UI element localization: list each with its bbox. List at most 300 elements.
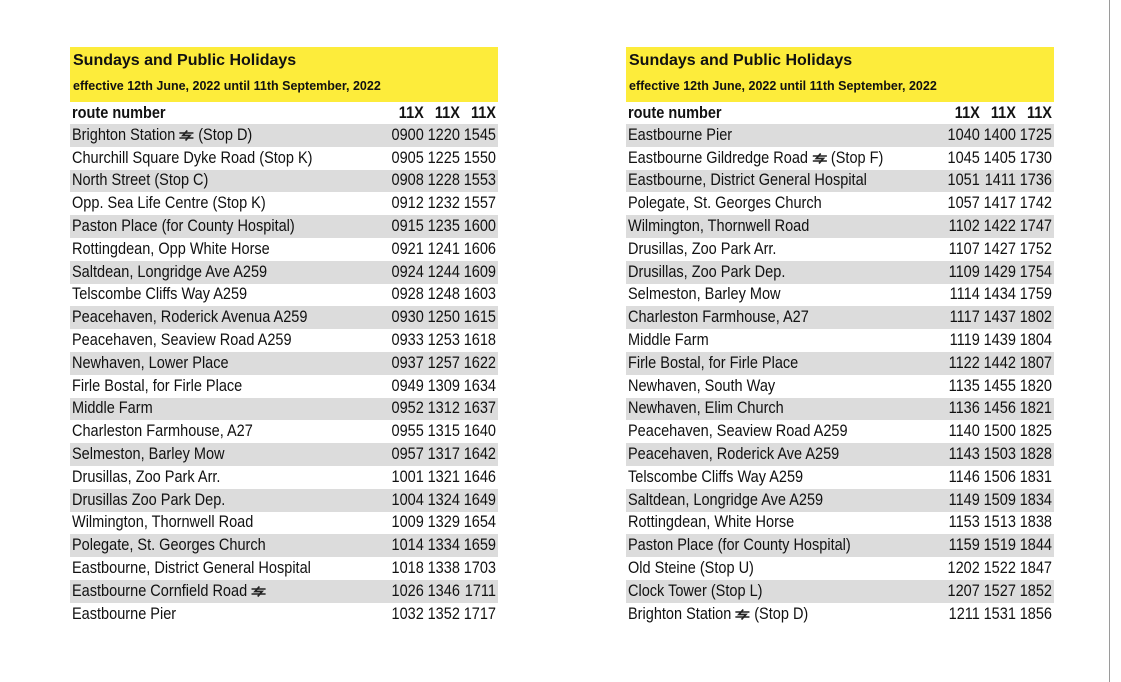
departure-time: 0937 — [391, 353, 424, 372]
timetable-row — [70, 580, 498, 603]
departure-time: 1405 — [983, 148, 1016, 167]
departure-time: 1417 — [983, 194, 1016, 213]
departure-time: 1455 — [983, 376, 1016, 395]
departure-time: 1018 — [391, 559, 424, 578]
departure-time: 1717 — [463, 604, 496, 623]
departure-time: 1527 — [983, 581, 1016, 600]
timetable-title: Sundays and Public Holidays — [629, 52, 853, 69]
departure-time: 1503 — [983, 445, 1016, 464]
stop-name: Paston Place (for County Hospital) — [72, 217, 295, 236]
departure-time: 1315 — [427, 422, 460, 441]
departure-time: 1232 — [427, 194, 460, 213]
departure-time: 1509 — [983, 490, 1016, 509]
departure-time: 1257 — [427, 353, 460, 372]
timetable-row — [70, 261, 498, 284]
stop-cell — [628, 536, 894, 555]
departure-time: 1752 — [1019, 239, 1052, 258]
stop-name: Eastbourne, District General Hospital — [628, 171, 867, 190]
departure-time: 1057 — [947, 194, 980, 213]
departure-time: 1202 — [947, 559, 980, 578]
departure-time: 1241 — [427, 239, 460, 258]
departure-time: 0949 — [391, 376, 424, 395]
stop-cell — [72, 559, 338, 578]
stop-cell — [628, 468, 894, 487]
timetable-row — [626, 261, 1054, 284]
departure-time: 1244 — [427, 262, 460, 281]
timetable-row — [626, 443, 1054, 466]
departure-time: 1828 — [1019, 445, 1052, 464]
departure-time: 1309 — [427, 376, 460, 395]
departure-time: 1225 — [427, 148, 460, 167]
timetable-row — [70, 420, 498, 443]
departure-time: 1825 — [1019, 422, 1052, 441]
stop-name: Selmeston, Barley Mow — [72, 445, 225, 464]
departure-time: 1220 — [427, 125, 460, 144]
times-cell — [945, 513, 1052, 532]
timetable-row — [70, 398, 498, 421]
route-column-header: 11X — [470, 103, 496, 122]
timetable-row — [626, 512, 1054, 535]
stop-name: Old Steine (Stop U) — [628, 559, 754, 578]
departure-time: 1122 — [948, 353, 980, 372]
times-cell — [389, 263, 496, 282]
times-cell — [945, 285, 1052, 304]
stop-code: (Stop F) — [830, 148, 884, 167]
timetable-row — [70, 352, 498, 375]
times-cell — [945, 468, 1052, 487]
stop-cell — [72, 468, 338, 487]
stop-name: Brighton Station — [72, 125, 176, 144]
departure-time: 1346 — [427, 581, 460, 600]
stop-name: Eastbourne Gildredge Road — [628, 148, 809, 167]
stop-cell — [72, 377, 338, 396]
national-rail-icon — [250, 586, 268, 597]
times-cell — [389, 171, 496, 190]
timetable-row — [70, 443, 498, 466]
timetable-row — [626, 238, 1054, 261]
stop-cell — [628, 582, 894, 601]
times-cell — [945, 399, 1052, 418]
departure-time: 1211 — [948, 604, 980, 623]
stop-cell — [628, 605, 894, 624]
departure-time: 1411 — [984, 171, 1016, 190]
departure-time: 1045 — [947, 148, 980, 167]
stop-name: Drusillas Zoo Park Dep. — [72, 490, 226, 509]
stop-name: Peacehaven, Roderick Avenua A259 — [72, 308, 308, 327]
stop-cell — [72, 605, 338, 624]
departure-time: 1422 — [983, 217, 1016, 236]
timetable-header — [70, 47, 498, 102]
departure-time: 1143 — [948, 445, 980, 464]
stop-name: Wilmington, Thornwell Road — [628, 217, 810, 236]
departure-time: 0955 — [391, 422, 424, 441]
column-header-row — [70, 102, 498, 124]
times-cell — [389, 536, 496, 555]
times-cell — [945, 377, 1052, 396]
departure-time: 1107 — [948, 239, 980, 258]
timetable-row — [626, 284, 1054, 307]
times-cell — [389, 559, 496, 578]
departure-time: 0928 — [391, 285, 424, 304]
timetable-row — [70, 512, 498, 535]
stop-name: Firle Bostal, for Firle Place — [628, 353, 799, 372]
departure-time: 1253 — [427, 331, 460, 350]
departure-time: 1736 — [1019, 171, 1052, 190]
departure-time: 1531 — [983, 604, 1016, 623]
stop-cell — [72, 308, 338, 327]
times-cell — [945, 536, 1052, 555]
departure-time: 1725 — [1019, 125, 1052, 144]
departure-time: 1804 — [1019, 331, 1052, 350]
stop-name: Eastbourne Cornfield Road — [72, 581, 248, 600]
stop-name: Peacehaven, Roderick Ave A259 — [628, 445, 840, 464]
timetable-row — [626, 534, 1054, 557]
departure-time: 1136 — [948, 399, 980, 418]
timetable-row — [626, 306, 1054, 329]
departure-time: 1642 — [463, 445, 496, 464]
departure-time: 1550 — [463, 148, 496, 167]
departure-time: 1522 — [983, 559, 1016, 578]
stop-name: Polegate, St. Georges Church — [628, 194, 822, 213]
times-cell — [945, 354, 1052, 373]
departure-time: 1649 — [463, 490, 496, 509]
stop-cell — [72, 445, 338, 464]
departure-time: 1400 — [983, 125, 1016, 144]
timetable-row — [626, 124, 1054, 147]
departure-time: 1759 — [1019, 285, 1052, 304]
times-cell — [389, 468, 496, 487]
departure-time: 1557 — [463, 194, 496, 213]
times-cell — [389, 194, 496, 213]
route-column-header: 11X — [990, 103, 1016, 122]
departure-time: 1051 — [947, 171, 980, 190]
stop-name: Drusillas, Zoo Park Dep. — [628, 262, 786, 281]
stop-cell — [628, 126, 894, 145]
timetable-title: Sundays and Public Holidays — [73, 52, 297, 69]
national-rail-icon — [178, 130, 196, 141]
departure-time: 1207 — [947, 581, 980, 600]
timetable-row — [626, 170, 1054, 193]
departure-time: 1637 — [463, 399, 496, 418]
departure-time: 1248 — [427, 285, 460, 304]
departure-time: 0921 — [391, 239, 424, 258]
timetable-row — [70, 329, 498, 352]
stop-name: Telscombe Cliffs Way A259 — [628, 467, 804, 486]
timetable-subtitle: effective 12th June, 2022 until 11th September, 2022 — [73, 79, 381, 93]
timetable-row — [626, 398, 1054, 421]
departure-time: 1659 — [463, 536, 496, 555]
departure-time: 1506 — [983, 467, 1016, 486]
departure-time: 1634 — [463, 376, 496, 395]
departure-time: 1329 — [427, 513, 460, 532]
timetable-row — [70, 603, 498, 626]
departure-time: 1838 — [1019, 513, 1052, 532]
stop-cell — [72, 217, 338, 236]
stop-cell — [628, 422, 894, 441]
times-cell — [389, 149, 496, 168]
times-cell — [389, 354, 496, 373]
departure-time: 1820 — [1019, 376, 1052, 395]
timetable-row — [626, 192, 1054, 215]
stop-name: Wilmington, Thornwell Road — [72, 513, 254, 532]
stop-name: Newhaven, Lower Place — [72, 353, 229, 372]
stop-list — [626, 124, 1054, 626]
departure-time: 1654 — [463, 513, 496, 532]
timetable-row — [626, 557, 1054, 580]
route-column-header: 11X — [398, 103, 424, 122]
times-cell — [945, 308, 1052, 327]
departure-time: 1615 — [463, 308, 496, 327]
times-cell — [389, 491, 496, 510]
departure-time: 0952 — [391, 399, 424, 418]
stop-name: Saltdean, Longridge Ave A259 — [628, 490, 824, 509]
departure-time: 1159 — [948, 536, 980, 555]
timetable-row — [70, 238, 498, 261]
times-cell — [945, 126, 1052, 145]
departure-time: 1334 — [427, 536, 460, 555]
stop-name: Eastbourne, District General Hospital — [72, 559, 311, 578]
departure-time: 1802 — [1019, 308, 1052, 327]
timetable-row — [626, 215, 1054, 238]
times-cell — [389, 126, 496, 145]
departure-time: 0915 — [391, 217, 424, 236]
departure-time: 1553 — [463, 171, 496, 190]
departure-time: 1609 — [463, 262, 496, 281]
stop-name: Middle Farm — [72, 399, 153, 418]
stop-cell — [628, 354, 894, 373]
departure-time: 1040 — [947, 125, 980, 144]
timetable-row — [70, 534, 498, 557]
timetable-row — [626, 466, 1054, 489]
timetable-return — [626, 47, 1054, 626]
stop-cell — [628, 399, 894, 418]
stop-cell — [72, 263, 338, 282]
times-cell — [945, 240, 1052, 259]
departure-time: 1856 — [1019, 604, 1052, 623]
departure-time: 1324 — [427, 490, 460, 509]
stop-name: North Street (Stop C) — [72, 171, 209, 190]
stop-cell — [628, 513, 894, 532]
departure-time: 0912 — [391, 194, 424, 213]
departure-time: 1711 — [464, 581, 496, 600]
departure-time: 1004 — [391, 490, 424, 509]
stop-cell — [628, 445, 894, 464]
departure-time: 1807 — [1019, 353, 1052, 372]
departure-time: 1730 — [1019, 148, 1052, 167]
stop-cell — [628, 240, 894, 259]
stop-name: Brighton Station — [628, 604, 732, 623]
times-cell — [389, 605, 496, 624]
departure-time: 1519 — [983, 536, 1016, 555]
departure-time: 1640 — [463, 422, 496, 441]
column-header-row — [626, 102, 1054, 124]
route-number-label: route number — [628, 103, 722, 122]
departure-time: 1513 — [983, 513, 1016, 532]
stop-cell — [72, 285, 338, 304]
times-cell — [389, 445, 496, 464]
timetable-row — [626, 329, 1054, 352]
departure-time: 1834 — [1019, 490, 1052, 509]
departure-time: 1321 — [427, 467, 460, 486]
timetable-row — [70, 170, 498, 193]
stop-cell — [72, 126, 338, 145]
departure-time: 1014 — [391, 536, 424, 555]
timetable-row — [70, 375, 498, 398]
stop-cell — [72, 513, 338, 532]
timetable-row — [70, 215, 498, 238]
departure-time: 1102 — [948, 217, 980, 236]
departure-time: 0924 — [391, 262, 424, 281]
departure-time: 1117 — [949, 308, 980, 327]
departure-time: 1338 — [427, 559, 460, 578]
times-cell — [945, 149, 1052, 168]
stop-name: Newhaven, South Way — [628, 376, 776, 395]
departure-time: 1844 — [1019, 536, 1052, 555]
times-cell — [945, 559, 1052, 578]
departure-time: 1439 — [983, 331, 1016, 350]
stop-name: Peacehaven, Seaview Road A259 — [628, 422, 848, 441]
stop-cell — [72, 582, 338, 601]
stop-code: (Stop D) — [754, 604, 809, 623]
timetable-row — [70, 306, 498, 329]
stop-cell — [72, 491, 338, 510]
timetable-row — [70, 466, 498, 489]
departure-time: 0908 — [391, 171, 424, 190]
timetable-row — [626, 603, 1054, 626]
timetable-row — [626, 375, 1054, 398]
departure-time: 0930 — [391, 308, 424, 327]
stop-code: (Stop D) — [198, 125, 253, 144]
stop-name: Charleston Farmhouse, A27 — [72, 422, 253, 441]
departure-time: 1032 — [391, 604, 424, 623]
stop-cell — [628, 285, 894, 304]
departure-time: 1622 — [463, 353, 496, 372]
departure-time: 1009 — [391, 513, 424, 532]
stop-cell — [72, 354, 338, 373]
departure-time: 1703 — [463, 559, 496, 578]
departure-time: 1109 — [948, 262, 980, 281]
stop-name: Drusillas, Zoo Park Arr. — [72, 467, 221, 486]
departure-time: 1754 — [1019, 262, 1052, 281]
departure-time: 1317 — [427, 445, 460, 464]
departure-time: 1847 — [1019, 559, 1052, 578]
times-cell — [389, 331, 496, 350]
stop-name: Churchill Square Dyke Road (Stop K) — [72, 148, 313, 167]
departure-time: 1429 — [983, 262, 1016, 281]
stop-name: Charleston Farmhouse, A27 — [628, 308, 809, 327]
stop-cell — [628, 559, 894, 578]
stop-name: Selmeston, Barley Mow — [628, 285, 781, 304]
timetable-row — [626, 420, 1054, 443]
departure-time: 1500 — [983, 422, 1016, 441]
route-column-header: 11X — [1026, 103, 1052, 122]
departure-time: 1114 — [949, 285, 980, 304]
route-column-header: 11X — [954, 103, 980, 122]
departure-time: 1600 — [463, 217, 496, 236]
national-rail-icon — [811, 153, 829, 164]
departure-time: 1001 — [391, 467, 424, 486]
departure-time: 1545 — [463, 125, 496, 144]
stop-name: Saltdean, Longridge Ave A259 — [72, 262, 268, 281]
times-cell — [389, 285, 496, 304]
stop-name: Drusillas, Zoo Park Arr. — [628, 239, 777, 258]
departure-time: 1228 — [427, 171, 460, 190]
departure-time: 1852 — [1019, 581, 1052, 600]
stop-name: Clock Tower (Stop L) — [628, 581, 763, 600]
times-cell — [389, 308, 496, 327]
timetable-row — [70, 124, 498, 147]
departure-time: 1235 — [427, 217, 460, 236]
timetable-row — [626, 580, 1054, 603]
departure-time: 1149 — [948, 490, 980, 509]
stop-cell — [628, 217, 894, 236]
stop-list — [70, 124, 498, 626]
stop-name: Middle Farm — [628, 331, 709, 350]
times-cell — [945, 445, 1052, 464]
timetable-row — [70, 557, 498, 580]
departure-time: 1646 — [463, 467, 496, 486]
stop-cell — [628, 491, 894, 510]
stop-name: Firle Bostal, for Firle Place — [72, 376, 243, 395]
departure-time: 1146 — [948, 467, 980, 486]
stop-cell — [628, 331, 894, 350]
departure-time: 1153 — [948, 513, 980, 532]
stop-cell — [72, 536, 338, 555]
stop-cell — [72, 171, 338, 190]
departure-time: 1603 — [463, 285, 496, 304]
departure-time: 1742 — [1019, 194, 1052, 213]
stop-name: Opp. Sea Life Centre (Stop K) — [72, 194, 266, 213]
departure-time: 1437 — [983, 308, 1016, 327]
timetable-row — [70, 489, 498, 512]
stop-cell — [72, 399, 338, 418]
stop-cell — [628, 308, 894, 327]
timetable-row — [626, 489, 1054, 512]
stop-cell — [72, 194, 338, 213]
times-cell — [945, 422, 1052, 441]
departure-time: 1442 — [983, 353, 1016, 372]
stop-name: Peacehaven, Seaview Road A259 — [72, 331, 292, 350]
timetable-row — [626, 352, 1054, 375]
departure-time: 1618 — [463, 331, 496, 350]
stop-cell — [72, 331, 338, 350]
departure-time: 1140 — [948, 422, 980, 441]
departure-time: 0905 — [391, 148, 424, 167]
stop-name: Telscombe Cliffs Way A259 — [72, 285, 248, 304]
departure-time: 1831 — [1019, 467, 1052, 486]
times-cell — [389, 422, 496, 441]
departure-time: 1456 — [983, 399, 1016, 418]
stop-cell — [628, 263, 894, 282]
timetable-subtitle: effective 12th June, 2022 until 11th September, 2022 — [629, 79, 937, 93]
times-cell — [945, 331, 1052, 350]
stop-name: Eastbourne Pier — [628, 125, 733, 144]
timetable-row — [70, 147, 498, 170]
national-rail-icon — [734, 609, 752, 620]
times-cell — [945, 491, 1052, 510]
departure-time: 1427 — [983, 239, 1016, 258]
timetable-row — [70, 284, 498, 307]
stop-cell — [72, 240, 338, 259]
stop-name: Paston Place (for County Hospital) — [628, 536, 851, 555]
departure-time: 1026 — [391, 581, 424, 600]
times-cell — [389, 377, 496, 396]
times-cell — [389, 240, 496, 259]
route-number-label: route number — [72, 103, 166, 122]
departure-time: 1821 — [1019, 399, 1052, 418]
times-cell — [945, 217, 1052, 236]
stop-name: Rottingdean, White Horse — [628, 513, 795, 532]
